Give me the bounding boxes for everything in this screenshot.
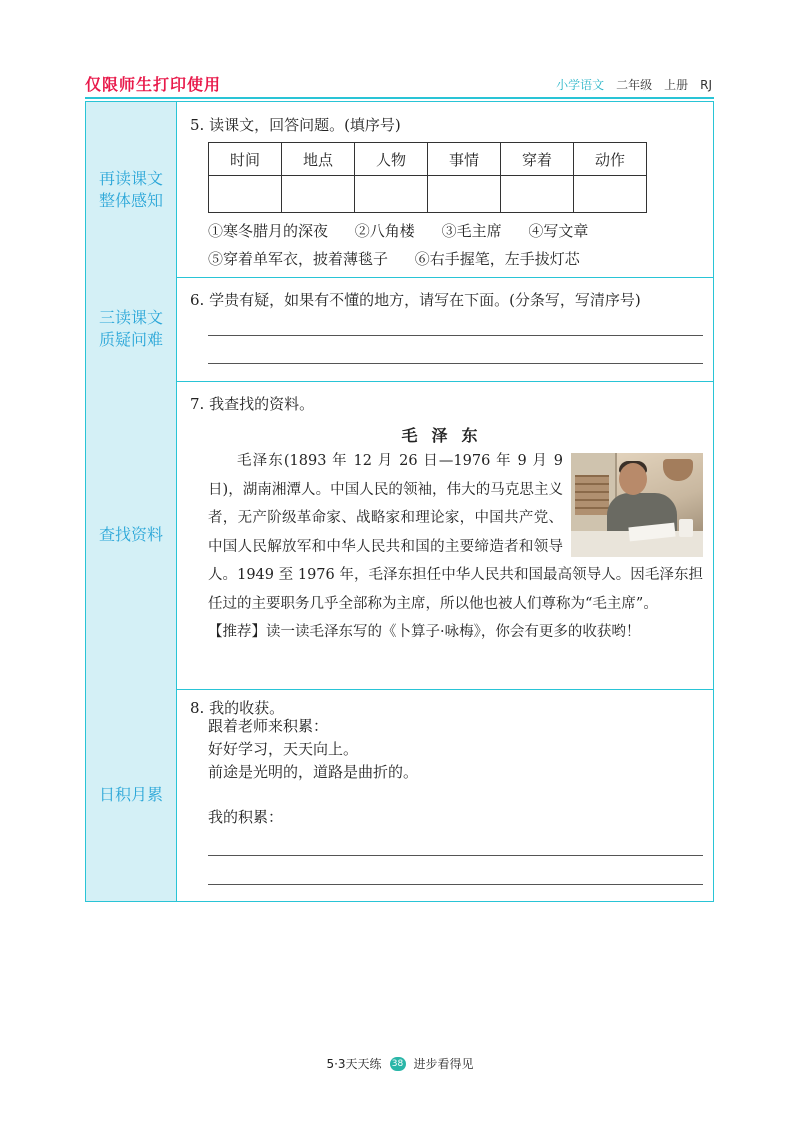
header-volume: 上册 (664, 78, 689, 92)
side-label-line: 查找资料 (98, 525, 163, 544)
side-label-line: 再读课文 (98, 168, 163, 188)
table-header: 动作 (574, 143, 647, 176)
side-label-line: 整体感知 (98, 190, 163, 210)
header-subject: 小学语文 (556, 78, 605, 92)
option-item: ⑥右手握笔，左手拔灯芯 (414, 250, 580, 268)
question-5: 5. 读课文，回答问题。(填序号) (190, 116, 401, 134)
answer-table (208, 142, 647, 213)
answer-cell[interactable] (428, 176, 501, 213)
header-rule (85, 97, 714, 99)
footer-brand: 5·3天天练 (326, 1057, 382, 1071)
recommend-text: 【推荐】读一读毛泽东写的《卜算子·咏梅》，你会有更多的收获哟！ (208, 624, 641, 640)
my-accumulation-label: 我的积累： (208, 808, 284, 826)
option-item: ⑤穿着单军衣，披着薄毯子 (208, 250, 389, 268)
answer-cell[interactable] (355, 176, 428, 213)
section-side-label (86, 381, 177, 689)
side-label-line: 日积月累 (98, 785, 163, 804)
accumulation-line: 前途是光明的，道路是曲折的。 (208, 763, 419, 781)
header-edition: RJ (700, 77, 712, 92)
answer-cell[interactable] (209, 176, 282, 213)
section-content (190, 689, 703, 901)
table-header: 穿着 (501, 143, 574, 176)
bio-text: 毛泽东(1893 年 12 月 26 日—1976 年 9 月 9 日)，湖南湘潭人。中国人民的领袖，伟大的马克思主义者，无产阶级革命家、战略家和理论家，中国共产党、中国人民解放军和中华人民共和国的主要缔造者和领导人。1949 至 1976 年，毛泽东担任中华人民共和国最高领导人。因毛泽东担任过的主要职务几乎全部称为主席，所以他也被人们尊称为“毛主席”。 (208, 453, 703, 612)
option-item: ③毛主席 (441, 222, 502, 240)
side-label-line: 质疑问难 (98, 330, 163, 349)
question-8: 8. 我的收获。 (190, 699, 285, 717)
bio-block (208, 447, 703, 647)
header-notice: 仅限师生打印使用 (85, 75, 222, 94)
option-item: ④写文章 (528, 222, 589, 240)
page-number: 38 (390, 1057, 406, 1071)
answer-cell[interactable] (282, 176, 355, 213)
section-side-label (86, 102, 177, 277)
table-header: 时间 (209, 143, 282, 176)
bio-title: 毛泽东 (401, 426, 492, 445)
section-question (86, 277, 713, 382)
question-6: 6. 学贵有疑，如果有不懂的地方，请写在下面。(分条写，写清序号) (190, 291, 641, 309)
answer-cell[interactable] (501, 176, 574, 213)
writing-line[interactable] (208, 363, 703, 364)
section-reread (86, 102, 713, 278)
section-content (190, 102, 703, 277)
table-header: 事情 (428, 143, 501, 176)
question-7: 7. 我查找的资料。 (190, 395, 315, 413)
header-meta (556, 76, 712, 93)
accumulation-line: 跟着老师来积累： (208, 717, 329, 735)
footer-slogan: 进步看得见 (413, 1057, 474, 1071)
table-header: 人物 (355, 143, 428, 176)
accumulation-line: 好好学习，天天向上。 (208, 740, 359, 758)
writing-line[interactable] (208, 855, 703, 856)
header-grade: 二年级 (616, 78, 653, 92)
option-item: ②八角楼 (354, 222, 415, 240)
portrait-photo (571, 453, 703, 557)
side-label-line: 三读课文 (98, 308, 163, 327)
section-side-label (86, 277, 177, 381)
section-research (86, 381, 713, 690)
writing-line[interactable] (208, 335, 703, 336)
section-accumulate (86, 689, 713, 901)
option-item: ①寒冬腊月的深夜 (208, 222, 329, 240)
accumulation-block (208, 715, 418, 829)
answer-cell[interactable] (574, 176, 647, 213)
writing-line[interactable] (208, 884, 703, 885)
options-row (208, 248, 602, 269)
options-row (208, 220, 610, 241)
worksheet-grid (85, 101, 714, 902)
section-side-label (86, 689, 177, 901)
section-content (190, 277, 703, 381)
section-content (190, 381, 703, 689)
table-header: 地点 (282, 143, 355, 176)
page-footer (0, 1055, 800, 1072)
